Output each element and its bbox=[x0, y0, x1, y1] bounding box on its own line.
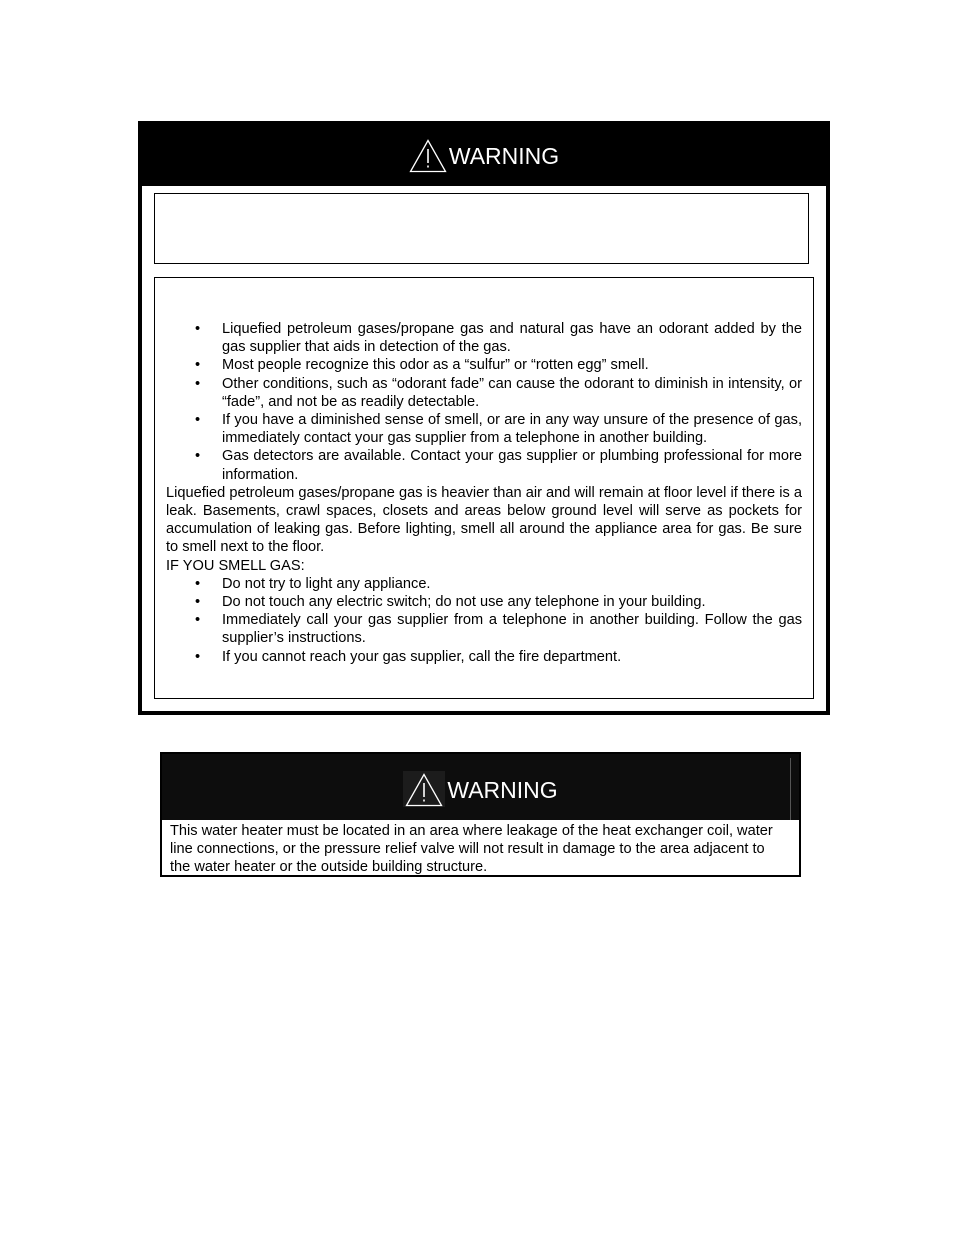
warning-title: WARNING bbox=[448, 142, 560, 169]
bullet-item: • Other conditions, such as “odorant fade” can cause the odorant to diminish in intensity, or “fade”, and not be as readily detectable. bbox=[166, 375, 802, 411]
bullet-item: • If you cannot reach your gas supplier, call the fire department. bbox=[166, 648, 802, 666]
gas-warning-box bbox=[138, 121, 830, 715]
bullet-item: • Do not try to light any appliance. bbox=[166, 575, 802, 593]
divider bbox=[790, 758, 791, 820]
gas-info-content bbox=[166, 320, 802, 666]
bullet-item: • Most people recognize this odor as a “sulfur” or “rotten egg” smell. bbox=[166, 356, 802, 374]
empty-notice-box bbox=[154, 193, 809, 264]
warning-triangle-icon bbox=[409, 139, 447, 173]
heavier-than-air-paragraph: Liquefied petroleum gases/propane gas is heavier than air and will remain at floor level if there is a leak. Basements, crawl spaces, closets and areas below ground level will serve as pockets for accumulation of leaking gas. Before lighting, smell all around the appliance area for gas. Be sure to smell next to the floor. bbox=[166, 484, 802, 556]
bullet-item: • Liquefied petroleum gases/propane gas and natural gas have an odorant added by the gas supplier that aids in detection of the gas. bbox=[166, 320, 802, 356]
smell-gas-heading: IF YOU SMELL GAS: bbox=[166, 557, 305, 574]
warning-triangle-icon bbox=[405, 773, 443, 807]
smell-gas-bullet-list bbox=[166, 575, 802, 666]
water-heater-warning-box bbox=[160, 752, 801, 877]
warning-header bbox=[142, 125, 826, 186]
warning-header bbox=[162, 754, 799, 820]
bullet-item: • Do not touch any electric switch; do not use any telephone in your building. bbox=[166, 593, 802, 611]
bullet-item: • Immediately call your gas supplier from a telephone in another building. Follow the gas supplier’s instructions. bbox=[166, 611, 802, 647]
gas-info-box bbox=[154, 277, 814, 699]
water-heater-warning-text: This water heater must be located in an area where leakage of the heat exchanger coil, water line connections, or the pressure relief valve will not result in damage to the area adjacent to the water heater or the outside building structure. bbox=[170, 823, 773, 875]
warning-title: WARNING bbox=[447, 777, 558, 803]
odor-bullet-list bbox=[166, 320, 802, 484]
bullet-item: • If you have a diminished sense of smell, or are in any way unsure of the presence of gas, immediately contact your gas supplier from a telephone in another building. bbox=[166, 411, 802, 447]
bullet-item: • Gas detectors are available. Contact your gas supplier or plumbing professional for more information. bbox=[166, 447, 802, 483]
